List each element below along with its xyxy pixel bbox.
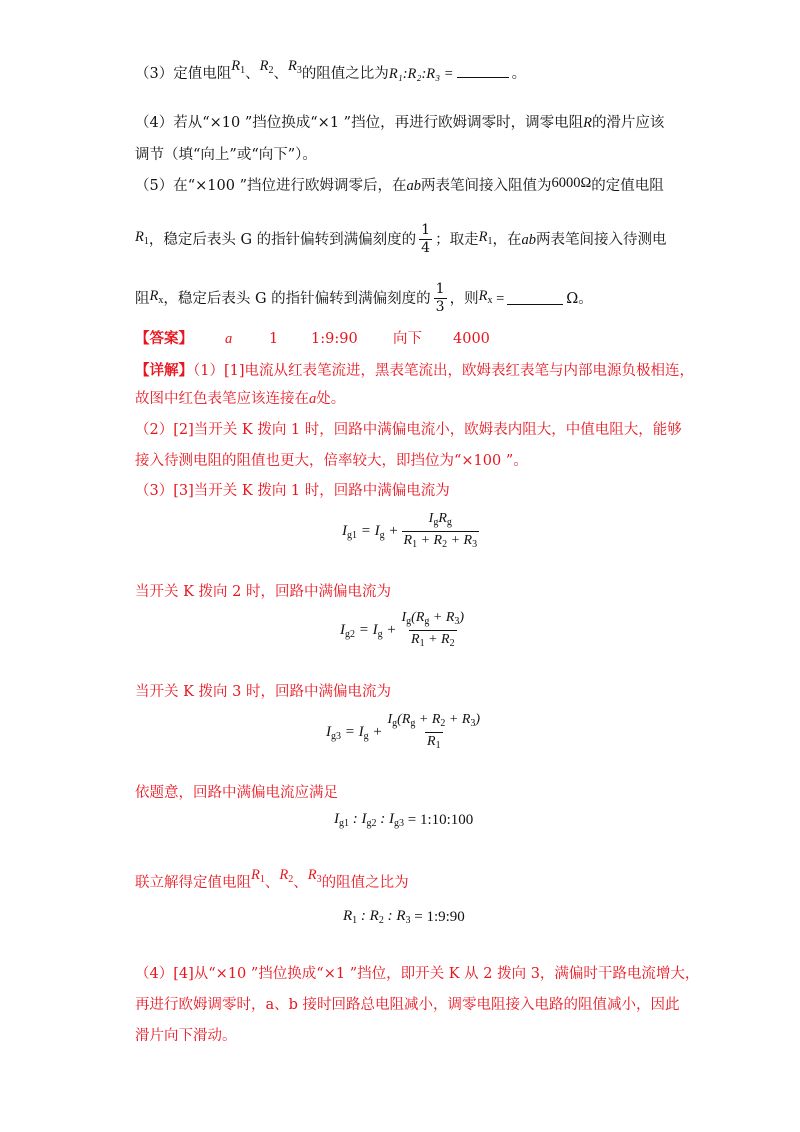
- rx-symbol-2: $R_x$: [478, 288, 493, 306]
- q5-line3-c: ，则: [449, 290, 479, 307]
- explain-p3-line5: 联立解得定值电阻$R_1$、$R_2$、$R_3$的阻值之比为: [135, 867, 409, 891]
- answer-item-2: 1: [269, 331, 279, 347]
- q5-line1-a: （5）在“×100 ”挡位进行欧姆调零后，在: [135, 178, 407, 194]
- answer-blank-3[interactable]: [457, 65, 509, 78]
- explain-p4-line2: 再进行欧姆调零时，a、b 接时回路总电阻减小，调零电阻接入电路的阻值减小，因此: [135, 997, 680, 1013]
- r1-symbol-3: $R_1$: [478, 229, 493, 247]
- q5-line3-a: 阻: [135, 290, 150, 307]
- answer-item-4: 向下: [393, 331, 422, 347]
- explain-label: 【详解】: [135, 362, 193, 379]
- explain-p1-line1: [135, 361, 694, 381]
- answer-line: [135, 329, 490, 349]
- q5-line3-b: ，稳定后表头 G 的指针偏转到满偏刻度的: [163, 290, 431, 307]
- question-5-line2: [135, 222, 666, 257]
- question-4-line1: [135, 113, 664, 133]
- explain-p4-line1: （4）[4]从“×10 ”挡位换成“×1 ”挡位，即开关 K 从 2 拨向 3，满偏时干路电流增大，: [135, 966, 700, 982]
- r1-symbol-2: $R_1$: [135, 229, 149, 247]
- question-4-line2: 调节（填“向上”或“向下”）。: [135, 147, 317, 163]
- q5-line3-d: Ω。: [566, 290, 593, 307]
- equation-ig2: $I_{g2} = I_g$ + $\frac{I_g(R_g + R_3)}{R_1 + R_2}$: [340, 609, 469, 652]
- explain-p2-line1: （2）[2]当开关 K 拨向 1 时，回路中满偏电流小，欧姆表内阻大，中值电阻大，能够: [135, 422, 682, 438]
- answer-item-5: 4000: [453, 331, 490, 347]
- q4-line1-text: （4）若从“×10 ”挡位换成“×1 ”挡位，再进行欧姆调零时，调零电阻: [135, 115, 584, 131]
- explain-p3-line2: 当开关 K 拨向 2 时，回路中满偏电流为: [135, 584, 391, 600]
- fraction-one-quarter: $\frac{1}{4}$: [421, 222, 431, 256]
- explain-p3-line4: 依题意，回路中满偏电流应满足: [135, 785, 338, 801]
- explain-p3-line3: 当开关 K 拨向 3 时，回路中满偏电流为: [135, 684, 391, 700]
- equation-ig3: $I_{g3} = I_g$ + $\frac{I_g(R_g + R_2 + R_3)}{R_1}$: [326, 711, 485, 754]
- question-5-line1: [135, 176, 664, 196]
- question-5-line3: 阻 $R_x$ ，稳定后表头 G 的指针偏转到满偏刻度的 $\frac{1}{3}$ ，则 $R_x$ = Ω。: [135, 281, 593, 315]
- explain-p4-line3: 滑片向下滑动。: [135, 1028, 237, 1044]
- r3-symbol: $R_3$: [287, 58, 302, 76]
- q5-line2-c: ，在: [492, 231, 522, 248]
- equation-ratio-current: $I_{g1}$ : $I_{g2}$ : $I_{g3}$ = 1:10:100: [334, 811, 474, 829]
- q4-line1-end: 的滑片应该: [591, 115, 665, 131]
- fraction-one-third: $\frac{1}{3}$: [435, 281, 445, 315]
- explain-p2-line2: 接入待测电阻的阻值也更大，倍率较大，即挡位为“×100 ”。: [135, 453, 528, 469]
- r1-symbol: $R_1$: [231, 58, 246, 76]
- q5-line2-d: 两表笔间接入待测电: [535, 231, 667, 248]
- q3-end: 。: [511, 66, 527, 82]
- ab-symbol: ab: [406, 178, 421, 194]
- equation-ratio-resistance: $R_1$ : $R_2$ : $R_3$ = 1:9:90: [343, 908, 465, 926]
- q5-line1-c: 的定值电阻: [591, 178, 664, 194]
- q3-mid: 的阻值之比为: [301, 66, 389, 82]
- answer-label: 【答案】: [135, 330, 193, 347]
- q5-line2-a: ，稳定后表头 G 的指针偏转到满偏刻度的: [148, 231, 417, 248]
- r2-symbol: $R_2$: [259, 58, 274, 76]
- explain-p1-text: （1）[1]电流从红表笔流进，黑表笔流出，欧姆表红表笔与内部电源负极相连，: [193, 363, 695, 379]
- equation-ig1: $I_{g1} = I_g$ + $\frac{I_gR_g}{R_1 + R_2 + R_3}$: [342, 510, 482, 553]
- answer-item-3: 1:9:90: [311, 331, 358, 347]
- q3-prefix: （3）定值电阻: [135, 66, 232, 82]
- answer-item-1: a: [225, 331, 233, 347]
- ab-symbol-2: ab: [521, 231, 536, 248]
- explain-p3-line1: （3）[3]当开关 K 拨向 1 时，回路中满偏电流为: [135, 483, 450, 499]
- explain-p1-line2: 故图中红色表笔应该连接在a处。: [135, 391, 346, 407]
- rx-symbol: $R_x$: [149, 288, 164, 306]
- resistance-value: 6000Ω: [551, 175, 592, 191]
- q5-line1-b: 两表笔间接入阻值为: [420, 178, 552, 194]
- q5-line2-b: ；取走: [435, 231, 479, 248]
- answer-blank-5[interactable]: [507, 292, 563, 305]
- r-symbol: R: [583, 115, 592, 131]
- question-3: （3）定值电阻$R_1$、$R_2$、$R_3$的阻值之比为R₁:R₂:R₃ = 。: [135, 58, 527, 82]
- ratio-lhs: R₁:R₂:R₃ =: [388, 66, 454, 82]
